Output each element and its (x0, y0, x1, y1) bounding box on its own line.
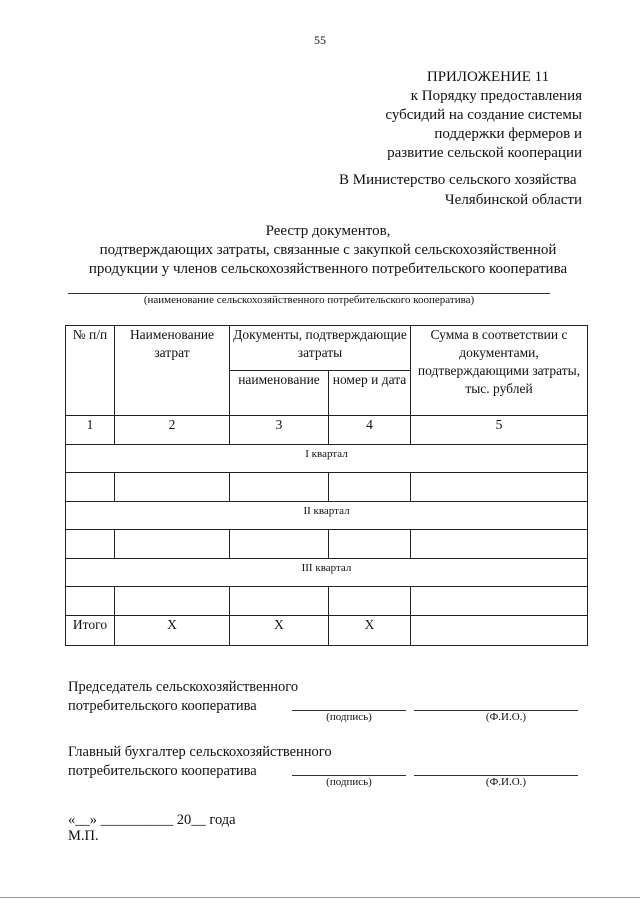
header-documents: Документы, подтверждающие затраты (230, 326, 411, 371)
table-row (66, 473, 588, 502)
seal-placeholder: М.П. (68, 828, 99, 844)
registry-table (65, 325, 588, 646)
document-title-line: подтверждающих затраты, связанные с закупкой сельскохозяйственной (99, 242, 557, 258)
chairman-title: Председатель сельскохозяйственного (68, 679, 299, 695)
header-doc-number: номер и дата (329, 371, 411, 416)
quarter-row: II квартал (66, 502, 588, 530)
document-title-line: Реестр документов, (265, 223, 391, 239)
column-number: 2 (115, 416, 230, 445)
x-mark: Х (115, 616, 230, 646)
header-sum: Сумма в соответствии с документами, подтверждающими затраты, тыс. рублей (411, 326, 588, 416)
appendix-line: поддержки фермеров и (434, 126, 582, 142)
total-label: Итого (66, 616, 115, 646)
header-doc-name: наименование (230, 371, 329, 416)
document-title (30, 222, 626, 279)
x-mark: Х (329, 616, 411, 646)
fio-caption: (Ф.И.О.) (485, 776, 527, 788)
appendix-line: к Порядку предоставления (410, 88, 582, 104)
appendix-line: субсидий на создание системы (385, 107, 582, 123)
addressee-line: Челябинской области (444, 192, 582, 208)
x-mark: Х (230, 616, 329, 646)
document-title-line: продукции у членов сельскохозяйственного потребительского кооператива (88, 261, 568, 277)
signature-caption: (подпись) (326, 711, 372, 723)
appendix-header (342, 68, 582, 163)
signature-caption: (подпись) (326, 776, 372, 788)
addressee-line: В Министерство сельского хозяйства (339, 172, 577, 188)
scan-edge-divider (0, 897, 640, 898)
column-number: 3 (230, 416, 329, 445)
column-number: 4 (329, 416, 411, 445)
appendix-line: развитие сельской кооперации (387, 145, 582, 161)
header-number: № п/п (66, 326, 115, 416)
appendix-title: ПРИЛОЖЕНИЕ 11 (426, 69, 550, 85)
accountant-title: потребительского кооператива (68, 763, 257, 779)
fio-caption: (Ф.И.О.) (485, 711, 527, 723)
chairman-title: потребительского кооператива (68, 698, 257, 714)
quarter-row: III квартал (66, 559, 588, 587)
table-row (66, 530, 588, 559)
header-cost-name: Наименование затрат (115, 326, 230, 416)
page-number: 55 (314, 33, 326, 47)
column-number: 1 (66, 416, 115, 445)
table-row (66, 587, 588, 616)
cooperative-name-caption: (наименование сельскохозяйственного потребительского кооператива) (143, 294, 475, 306)
accountant-title: Главный бухгалтер сельскохозяйственного (68, 744, 332, 760)
addressee (322, 170, 582, 210)
column-number: 5 (411, 416, 588, 445)
date-line: «__» __________ 20__ года (68, 812, 236, 828)
total-sum-cell (411, 616, 588, 646)
quarter-row: I квартал (66, 445, 588, 473)
